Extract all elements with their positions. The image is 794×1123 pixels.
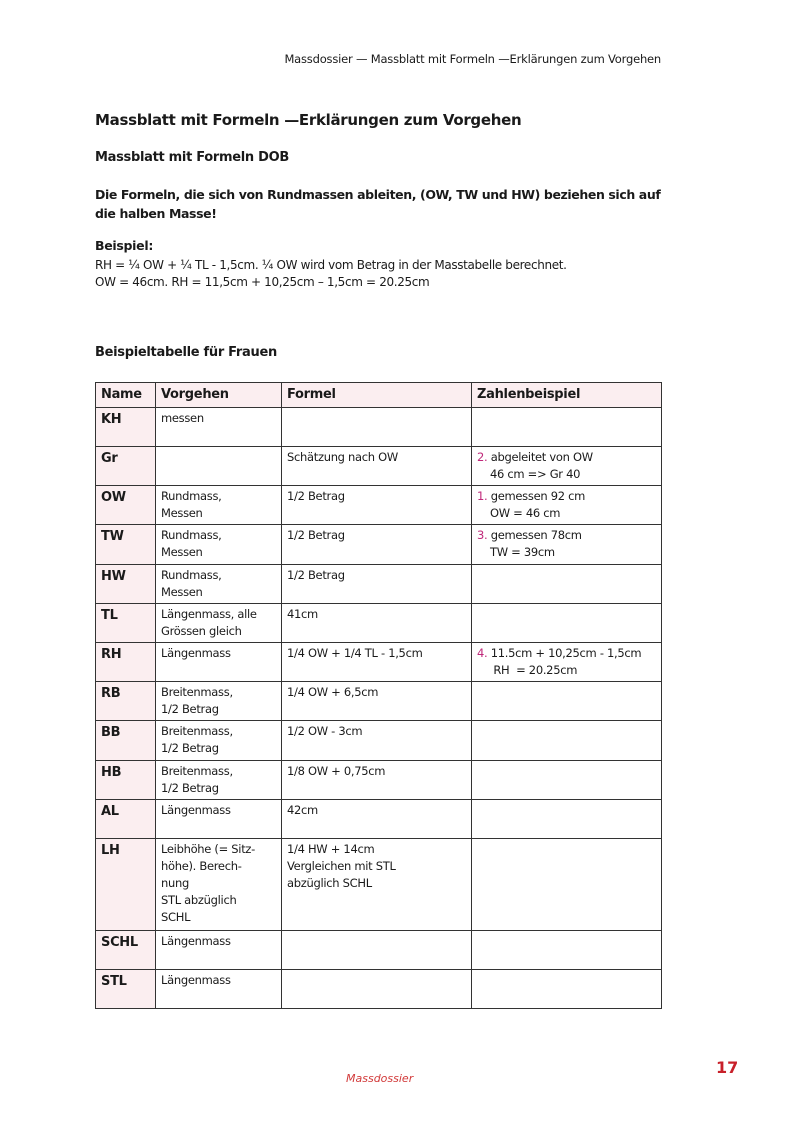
zahlenbeispiel-text: gemessen 92 cm [490, 489, 586, 503]
page-number: 17 [716, 1058, 739, 1077]
table-row [96, 604, 662, 643]
table-row [96, 408, 662, 447]
cell-vorgehen [156, 447, 282, 486]
name-text: TL [101, 608, 118, 623]
cell-name [96, 447, 156, 486]
cell-name [96, 682, 156, 721]
cell-name [96, 643, 156, 682]
cell-vorgehen-line: höhe). Berech- [161, 859, 242, 873]
cell-name [96, 486, 156, 525]
column-header-formel: Formel [282, 383, 472, 408]
table-row [96, 525, 662, 565]
cell-zahlenbeispiel [472, 525, 662, 565]
cell-vorgehen-line: 1/2 Betrag [161, 741, 219, 755]
cell-name [96, 761, 156, 800]
page-title: Massblatt mit Formeln —Erklärungen zum Vorgehen [95, 111, 522, 129]
cell-zahlenbeispiel [472, 682, 662, 721]
cell-vorgehen-line: STL abzüglich [161, 893, 237, 907]
cell-formel [282, 931, 472, 970]
cell-vorgehen-line: Leibhöhe (= Sitz- [161, 842, 255, 856]
cell-formel-line: 1/2 Betrag [287, 568, 345, 582]
cell-formel-line: 1/2 Betrag [287, 489, 345, 503]
cell-zahlenbeispiel [472, 643, 662, 682]
cell-zahlenbeispiel [472, 486, 662, 525]
name-text: HW [101, 569, 126, 584]
example-label: Beispiel: [95, 238, 154, 253]
cell-formel-line: 1/2 OW - 3cm [287, 724, 363, 738]
name-text: STL [101, 974, 127, 989]
zahlenbeispiel-line: TW = 39cm [490, 545, 555, 559]
cell-vorgehen [156, 565, 282, 604]
table-header-row [96, 383, 662, 408]
zahlenbeispiel-line [477, 449, 656, 466]
running-header: Massdossier — Massblatt mit Formeln —Erklärungen zum Vorgehen [284, 52, 661, 66]
zahlenbeispiel-text: abgeleitet von OW [490, 450, 593, 464]
cell-name [96, 408, 156, 447]
cell-formel-line: abzüglich SCHL [287, 876, 372, 890]
cell-vorgehen-line: Rundmass, [161, 489, 222, 503]
cell-vorgehen-line: Längenmass [161, 646, 231, 660]
table-title: Beispieltabelle für Frauen [95, 345, 277, 360]
cell-vorgehen-line: nung [161, 876, 189, 890]
cell-vorgehen [156, 486, 282, 525]
cell-zahlenbeispiel [472, 447, 662, 486]
cell-vorgehen-line: Längenmass, alle [161, 607, 257, 621]
table-row [96, 800, 662, 839]
step-number: 2. [477, 450, 488, 464]
cell-name [96, 931, 156, 970]
name-text: LH [101, 843, 120, 858]
cell-vorgehen [156, 682, 282, 721]
cell-formel-line: 41cm [287, 607, 318, 621]
cell-formel [282, 565, 472, 604]
cell-formel [282, 486, 472, 525]
zahlenbeispiel-line [477, 645, 656, 662]
table-row [96, 565, 662, 604]
cell-name [96, 839, 156, 931]
name-text: BB [101, 725, 121, 740]
zahlenbeispiel-line [477, 527, 656, 544]
name-text: OW [101, 490, 126, 505]
cell-formel [282, 839, 472, 931]
cell-vorgehen [156, 525, 282, 565]
cell-zahlenbeispiel [472, 721, 662, 761]
table-row [96, 682, 662, 721]
cell-vorgehen [156, 408, 282, 447]
cell-formel-line: Vergleichen mit STL [287, 859, 396, 873]
cell-vorgehen-line: Längenmass [161, 934, 231, 948]
cell-vorgehen [156, 721, 282, 761]
column-header-vorgehen: Vorgehen [156, 383, 282, 408]
cell-vorgehen [156, 800, 282, 839]
footer-title: Massdossier [346, 1072, 414, 1085]
cell-vorgehen-line: Breitenmass, [161, 724, 233, 738]
cell-formel-line: 1/2 Betrag [287, 528, 345, 542]
example-line: RH = ¼ OW + ¼ TL - 1,5cm. ¼ OW wird vom Betrag in der Masstabelle berechnet. [95, 258, 567, 272]
step-number: 3. [477, 528, 488, 542]
cell-formel [282, 525, 472, 565]
cell-vorgehen-line: Breitenmass, [161, 685, 233, 699]
cell-vorgehen-line: messen [161, 411, 204, 425]
cell-vorgehen-line: Messen [161, 545, 203, 559]
cell-zahlenbeispiel [472, 931, 662, 970]
name-text: AL [101, 804, 119, 819]
table-row [96, 761, 662, 800]
intro-note: Die Formeln, die sich von Rundmassen ableiten, (OW, TW und HW) beziehen sich auf die halben Masse! [95, 187, 661, 221]
name-text: SCHL [101, 935, 138, 950]
cell-zahlenbeispiel [472, 800, 662, 839]
table-row [96, 486, 662, 525]
cell-formel-line: 1/4 OW + 1/4 TL - 1,5cm [287, 646, 423, 660]
zahlenbeispiel-line [477, 488, 656, 505]
table-row [96, 447, 662, 486]
cell-vorgehen-line: Grössen gleich [161, 624, 242, 638]
cell-zahlenbeispiel [472, 839, 662, 931]
cell-formel-line: 1/4 HW + 14cm [287, 842, 375, 856]
cell-formel [282, 643, 472, 682]
cell-vorgehen-line: Messen [161, 585, 203, 599]
name-text: RB [101, 686, 121, 701]
name-text: RH [101, 647, 122, 662]
cell-vorgehen-line: Rundmass, [161, 528, 222, 542]
table-row [96, 970, 662, 1009]
cell-vorgehen [156, 839, 282, 931]
table-row [96, 931, 662, 970]
name-text: HB [101, 765, 122, 780]
cell-formel [282, 447, 472, 486]
cell-vorgehen-line: 1/2 Betrag [161, 702, 219, 716]
column-header-zahlenbeispiel: Zahlenbeispiel [472, 383, 662, 408]
cell-vorgehen-line: Längenmass [161, 973, 231, 987]
cell-formel-line: 42cm [287, 803, 318, 817]
cell-formel [282, 604, 472, 643]
column-header-name: Name [96, 383, 156, 408]
cell-name [96, 565, 156, 604]
cell-vorgehen-line: Rundmass, [161, 568, 222, 582]
cell-formel [282, 682, 472, 721]
zahlenbeispiel-line: RH = 20.25cm [490, 663, 578, 677]
cell-zahlenbeispiel [472, 408, 662, 447]
cell-formel-line: 1/4 OW + 6,5cm [287, 685, 379, 699]
table-row [96, 721, 662, 761]
cell-vorgehen-line: Breitenmass, [161, 764, 233, 778]
section-subtitle: Massblatt mit Formeln DOB [95, 150, 289, 165]
cell-vorgehen [156, 604, 282, 643]
cell-vorgehen [156, 761, 282, 800]
table-row [96, 643, 662, 682]
cell-formel [282, 408, 472, 447]
example-line: OW = 46cm. RH = 11,5cm + 10,25cm – 1,5cm = 20.25cm [95, 275, 430, 289]
cell-name [96, 525, 156, 565]
cell-formel [282, 800, 472, 839]
cell-vorgehen-line: Messen [161, 506, 203, 520]
cell-formel [282, 970, 472, 1009]
name-text: Gr [101, 451, 118, 466]
cell-vorgehen [156, 931, 282, 970]
cell-zahlenbeispiel [472, 565, 662, 604]
cell-formel [282, 721, 472, 761]
cell-name [96, 800, 156, 839]
table-row [96, 839, 662, 931]
cell-name [96, 604, 156, 643]
zahlenbeispiel-line: 46 cm => Gr 40 [490, 467, 581, 481]
cell-formel [282, 761, 472, 800]
name-text: TW [101, 529, 124, 544]
cell-name [96, 721, 156, 761]
cell-formel-line: 1/8 OW + 0,75cm [287, 764, 386, 778]
cell-zahlenbeispiel [472, 970, 662, 1009]
cell-vorgehen-line: 1/2 Betrag [161, 781, 219, 795]
cell-vorgehen-line: Längenmass [161, 803, 231, 817]
cell-vorgehen-line: SCHL [161, 910, 191, 924]
cell-zahlenbeispiel [472, 604, 662, 643]
step-number: 1. [477, 489, 488, 503]
step-number: 4. [477, 646, 488, 660]
cell-name [96, 970, 156, 1009]
measurement-table [95, 382, 662, 1009]
name-text: KH [101, 412, 122, 427]
cell-zahlenbeispiel [472, 761, 662, 800]
cell-formel-line: Schätzung nach OW [287, 450, 398, 464]
zahlenbeispiel-text: gemessen 78cm [490, 528, 582, 542]
zahlenbeispiel-text: 11.5cm + 10,25cm - 1,5cm [490, 646, 642, 660]
cell-vorgehen [156, 970, 282, 1009]
cell-vorgehen [156, 643, 282, 682]
zahlenbeispiel-line: OW = 46 cm [490, 506, 561, 520]
